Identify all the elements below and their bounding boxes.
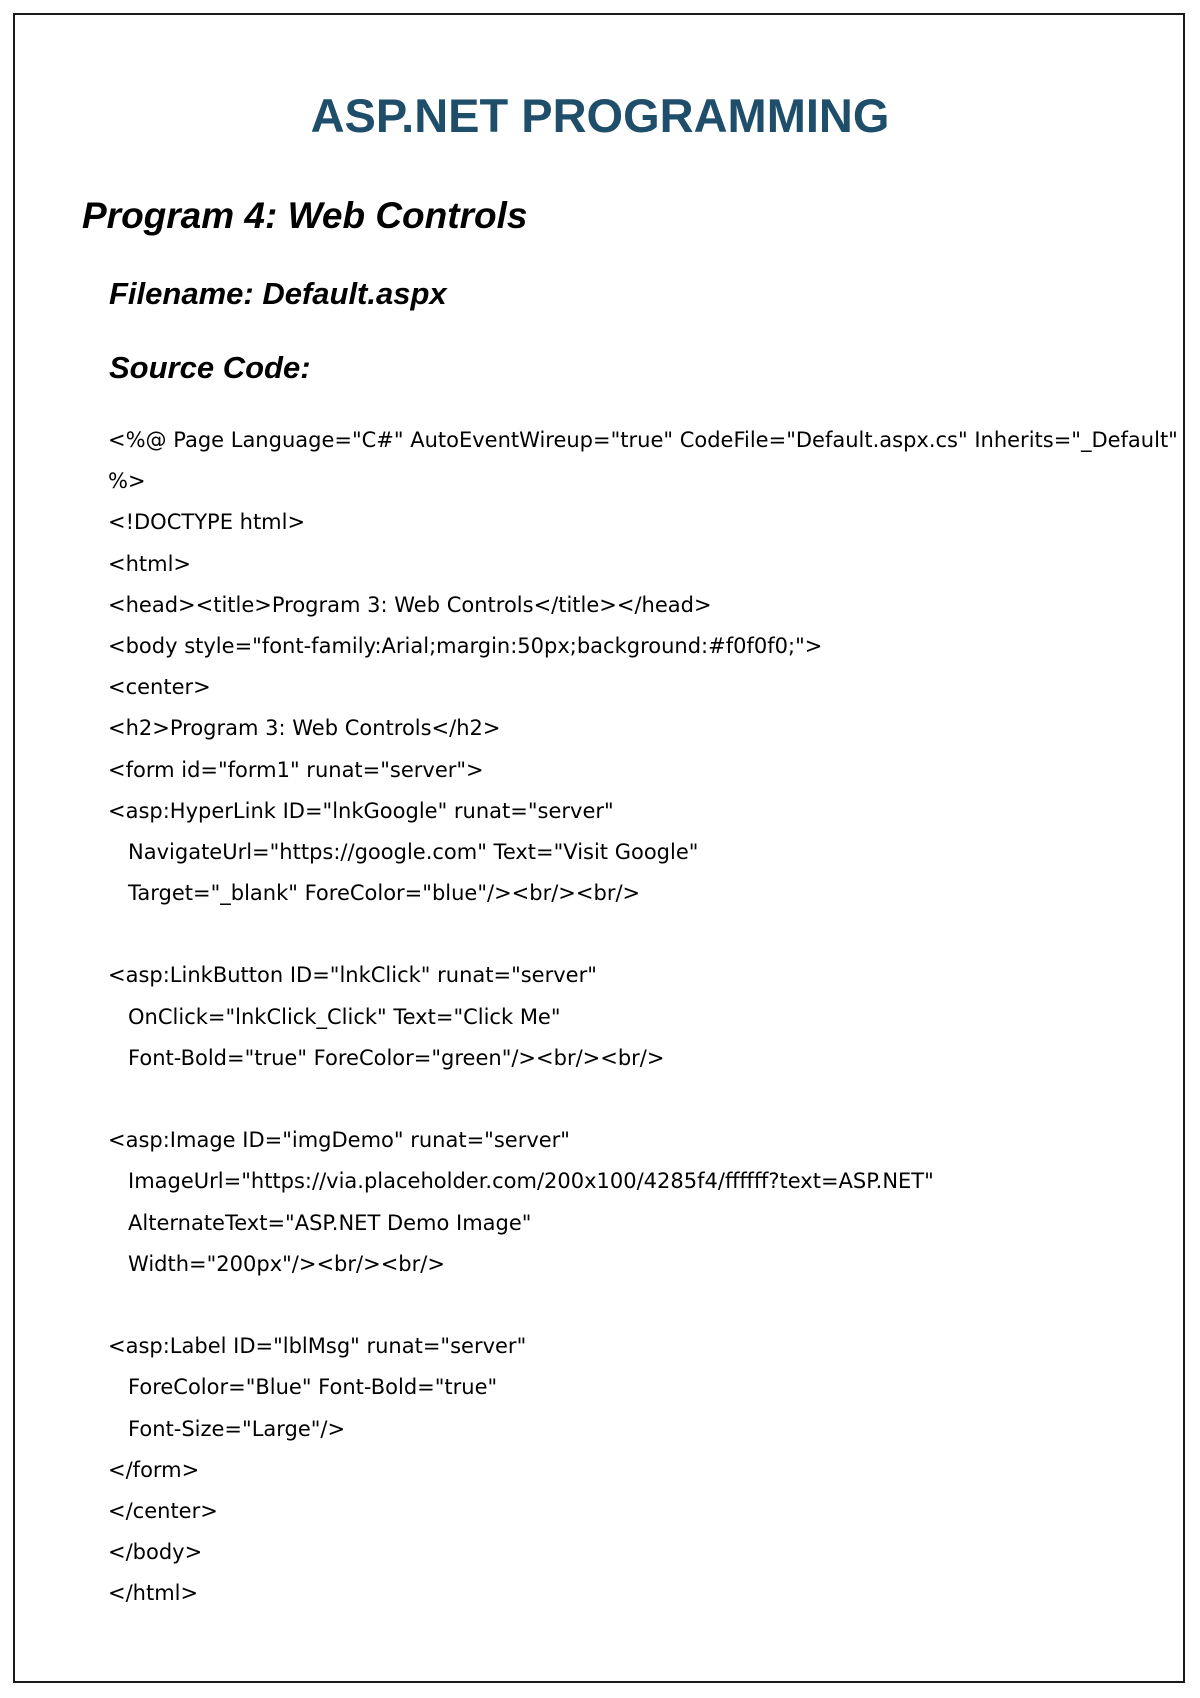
code-line: [108, 1285, 1168, 1326]
code-line: Width="200px"/><br/><br/>: [108, 1251, 445, 1276]
code-line: <%@ Page Language="C#" AutoEventWireup="true" CodeFile="Default.aspx.cs" Inherits="_Default": [108, 428, 1178, 452]
code-line: <body style="font-family:Arial;margin:50px;background:#f0f0f0;">: [108, 633, 823, 658]
code-line: <!DOCTYPE html>: [108, 510, 306, 535]
code-line: <h2>Program 3: Web Controls</h2>: [108, 716, 501, 741]
filename-heading: Filename: Default.aspx: [109, 276, 447, 311]
document-title: ASP.NET PROGRAMMING: [310, 89, 890, 142]
code-line: AlternateText="ASP.NET Demo Image": [108, 1210, 532, 1235]
source-code-block: [108, 420, 1178, 1614]
code-line: Target="_blank" ForeColor="blue"/><br/><br/>: [108, 881, 641, 906]
code-line: Font-Size="Large"/>: [108, 1416, 346, 1441]
code-line: <asp:LinkButton ID="lnkClick" runat="server": [108, 963, 597, 988]
code-line: [108, 1079, 1168, 1120]
code-line: Font-Bold="true" ForeColor="green"/><br/><br/>: [108, 1045, 665, 1070]
code-line: NavigateUrl="https://google.com" Text="Visit Google": [108, 839, 699, 864]
code-line: ForeColor="Blue" Font-Bold="true": [108, 1375, 498, 1400]
code-line: %>: [108, 469, 146, 494]
code-line: </html>: [108, 1581, 199, 1606]
code-line: <asp:HyperLink ID="lnkGoogle" runat="server": [108, 798, 614, 823]
code-line: </center>: [108, 1498, 218, 1523]
code-line: </form>: [108, 1457, 200, 1482]
code-line: <asp:Image ID="imgDemo" runat="server": [108, 1128, 570, 1153]
code-line: [108, 914, 1168, 955]
code-line: OnClick="lnkClick_Click" Text="Click Me": [108, 1004, 561, 1029]
code-line: </body>: [108, 1540, 203, 1565]
program-heading: Program 4: Web Controls: [82, 195, 528, 236]
code-line: <form id="form1" runat="server">: [108, 757, 484, 782]
code-line: <html>: [108, 551, 192, 576]
code-line: ImageUrl="https://via.placeholder.com/200x100/4285f4/ffffff?text=ASP.NET": [108, 1169, 934, 1194]
code-line: <center>: [108, 675, 211, 700]
source-code-heading: Source Code:: [109, 350, 311, 385]
code-line: <asp:Label ID="lblMsg" runat="server": [108, 1334, 527, 1359]
code-line: <head><title>Program 3: Web Controls</title></head>: [108, 592, 712, 617]
